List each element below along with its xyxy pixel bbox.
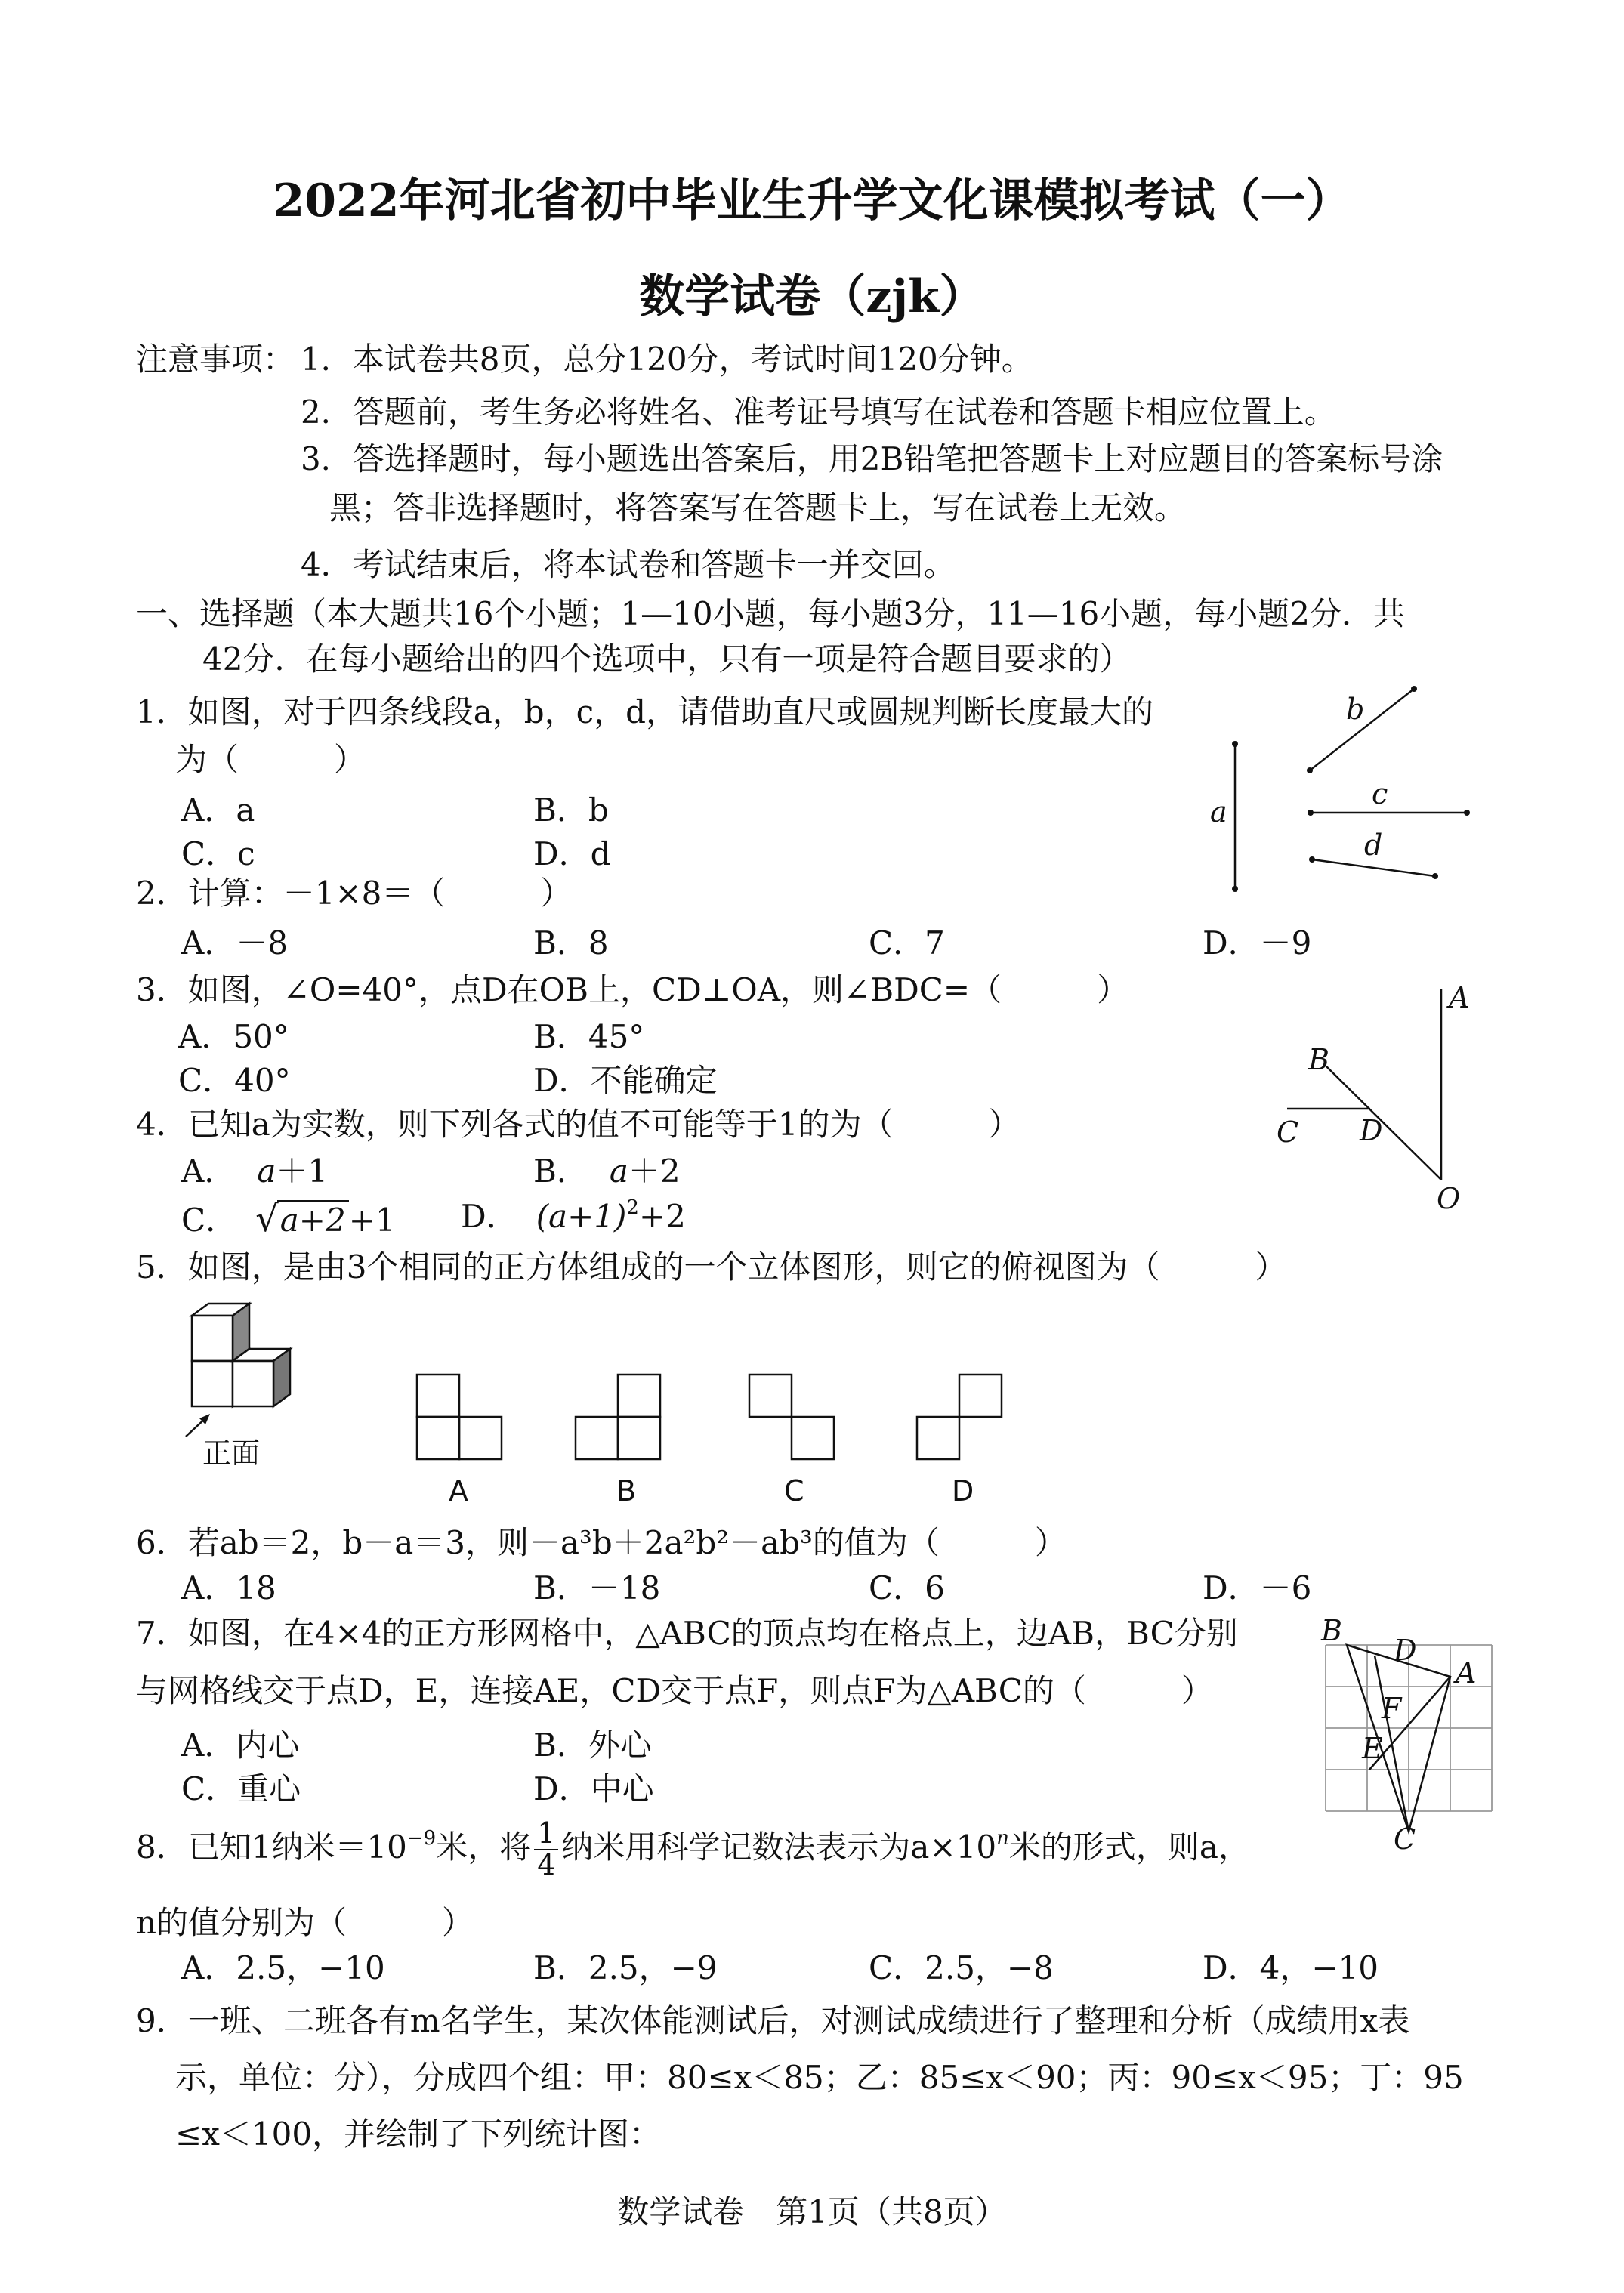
q8-option-b: B．2.5，−9 (533, 1949, 718, 1986)
q3-option-b: B．45° (533, 1018, 645, 1055)
q1-label-a: a (1210, 795, 1227, 829)
q5-view-a (415, 1373, 506, 1464)
q6-option-b: B．－18 (533, 1569, 661, 1606)
q2-option-b: B．8 (533, 924, 609, 961)
q3-label-d: D (1360, 1114, 1383, 1147)
q3-label-b: B (1308, 1043, 1329, 1076)
q1-stem-cont: 为（ ） (175, 741, 366, 778)
note-4: 4．考试结束后，将本试卷和答题卡一并交回。 (301, 546, 956, 583)
q7-option-c: C．重心 (181, 1770, 301, 1807)
note-2: 2．答题前，考生务必将姓名、准考证号填写在试卷和答题卡相应位置上。 (301, 393, 1336, 431)
q1-segments-figure (1178, 665, 1496, 914)
q1-option-d: D．d (533, 835, 611, 872)
exam-subtitle: 数学试卷（zjk） (639, 270, 985, 323)
q5-view-b (574, 1373, 665, 1464)
q4-option-a: A． a＋1 (181, 1153, 329, 1190)
q5-view-d (915, 1373, 1006, 1464)
q5-solid-figure (181, 1299, 332, 1458)
q1-label-b: b (1346, 693, 1365, 726)
q5-label-d: D (952, 1474, 974, 1508)
q1-option-a: A．a (181, 792, 255, 829)
q3-label-o: O (1437, 1182, 1461, 1215)
q7-grid-figure (1318, 1609, 1514, 1856)
q3-label-a: A (1449, 981, 1470, 1014)
q4-option-d: D． $(a+1)^2+2$ (461, 1196, 686, 1235)
q4-sqrt-expr: √a+2+1 (255, 1198, 396, 1240)
q4-option-c: C． √a+2+1 (181, 1198, 396, 1240)
q7-label-d: D (1394, 1634, 1417, 1667)
q7-label-c: C (1394, 1822, 1416, 1856)
q7-option-a: A．内心 (181, 1727, 300, 1764)
q1-option-b: B．b (533, 792, 609, 829)
page-footer: 数学试卷 第1页（共8页） (617, 2193, 1007, 2230)
note-3: 3．答选择题时，每小题选出答案后，用2B铅笔把答题卡上对应题目的答案标号涂 (301, 440, 1443, 477)
q7-label-b: B (1321, 1614, 1342, 1647)
q3-option-d: D．不能确定 (533, 1062, 718, 1099)
q8-option-a: A．2.5，−10 (181, 1949, 385, 1986)
q3-option-a: A．50° (178, 1018, 289, 1055)
notes-label: 注意事项： (136, 341, 295, 378)
q7-stem-cont: 与网格线交于点D，E，连接AE，CD交于点F，则点F为△ABC的（ ） (136, 1672, 1213, 1709)
q7-stem: 7．如图，在4×4的正方形网格中，△ABC的顶点均在格点上，边AB，BC分别 (136, 1615, 1238, 1652)
q5-stem: 5．如图，是由3个相同的正方体组成的一个立体图形，则它的俯视图为（ ） (136, 1248, 1287, 1285)
q5-front-label: 正面 (202, 1437, 261, 1470)
section-heading-cont: 42分．在每小题给出的四个选项中，只有一项是符合题目要求的） (202, 640, 1132, 677)
q2-option-c: C．7 (869, 924, 945, 961)
q8-fraction: $\frac{1}{4}$ (534, 1819, 558, 1881)
q5-label-a: A (449, 1474, 468, 1508)
q7-label-e: E (1362, 1732, 1383, 1765)
q2-option-d: D．－9 (1203, 924, 1312, 961)
q2-option-a: A．－8 (181, 924, 289, 961)
q3-option-c: C．40° (178, 1062, 291, 1099)
exam-title: 2022年河北省初中毕业生升学文化课模拟考试（一） (273, 174, 1351, 227)
q8-option-c: C．2.5，−8 (869, 1949, 1054, 1986)
q7-label-f: F (1382, 1692, 1402, 1725)
q7-option-b: B．外心 (533, 1727, 652, 1764)
q3-stem: 3．如图，∠O=40°，点D在OB上，CD⊥OA，则∠BDC=（ ） (136, 971, 1129, 1008)
q9-stem-cont2: ≤x＜100，并绘制了下列统计图： (175, 2116, 662, 2153)
q4-option-b: B． a＋2 (533, 1153, 681, 1190)
q5-label-b: B (616, 1474, 637, 1508)
q1-stem: 1．如图，对于四条线段a，b，c，d，请借助直尺或圆规判断长度最大的 (136, 693, 1154, 730)
q6-option-a: A．18 (181, 1569, 276, 1606)
q4-stem: 4．已知a为实数，则下列各式的值不可能等于1的为（ ） (136, 1106, 1020, 1143)
q1-label-d: d (1364, 829, 1383, 862)
note-3-cont: 黑；答非选择题时，将答案写在答题卡上，写在试卷上无效。 (329, 489, 1187, 526)
q8-stem-cont: n的值分别为（ ） (136, 1904, 474, 1941)
q3-angle-figure (1277, 982, 1496, 1216)
q6-option-d: D．－6 (1203, 1569, 1312, 1606)
q5-view-c (748, 1373, 838, 1464)
q8-option-d: D．4，−10 (1203, 1949, 1379, 1986)
q7-option-d: D．中心 (533, 1770, 654, 1807)
q9-stem-cont: 示，单位：分），分成四个组：甲：80≤x＜85；乙：85≤x＜90；丙：90≤x＜95；丁：95 (175, 2059, 1464, 2096)
q7-label-a: A (1456, 1656, 1477, 1690)
q8-stem: 8．已知1纳米$=10^{-9}$米，将 $\frac{1}{4}$ 纳米用科学记数法表示为$a\times 10^n$米的形式，则a， (136, 1816, 1250, 1881)
note-1: 1．本试卷共8页，总分120分，考试时间120分钟。 (301, 341, 1033, 378)
q1-option-c: C．c (181, 835, 255, 872)
q1-label-c: c (1372, 777, 1388, 810)
section-heading: 一、选择题（本大题共16个小题；1—10小题，每小题3分，11—16小题，每小题2分．共 (136, 595, 1405, 632)
q6-stem: 6．若ab＝2，b－a＝3，则－a³b＋2a²b²－ab³的值为（ ） (136, 1524, 1067, 1561)
q3-label-c: C (1277, 1116, 1299, 1149)
q5-label-c: C (784, 1474, 804, 1508)
q9-stem: 9．一班、二班各有m名学生，某次体能测试后，对测试成绩进行了整理和分析（成绩用x表 (136, 2002, 1410, 2039)
q2-stem: 2．计算：－1×8＝（ ） (136, 875, 573, 912)
q6-option-c: C．6 (869, 1569, 945, 1606)
